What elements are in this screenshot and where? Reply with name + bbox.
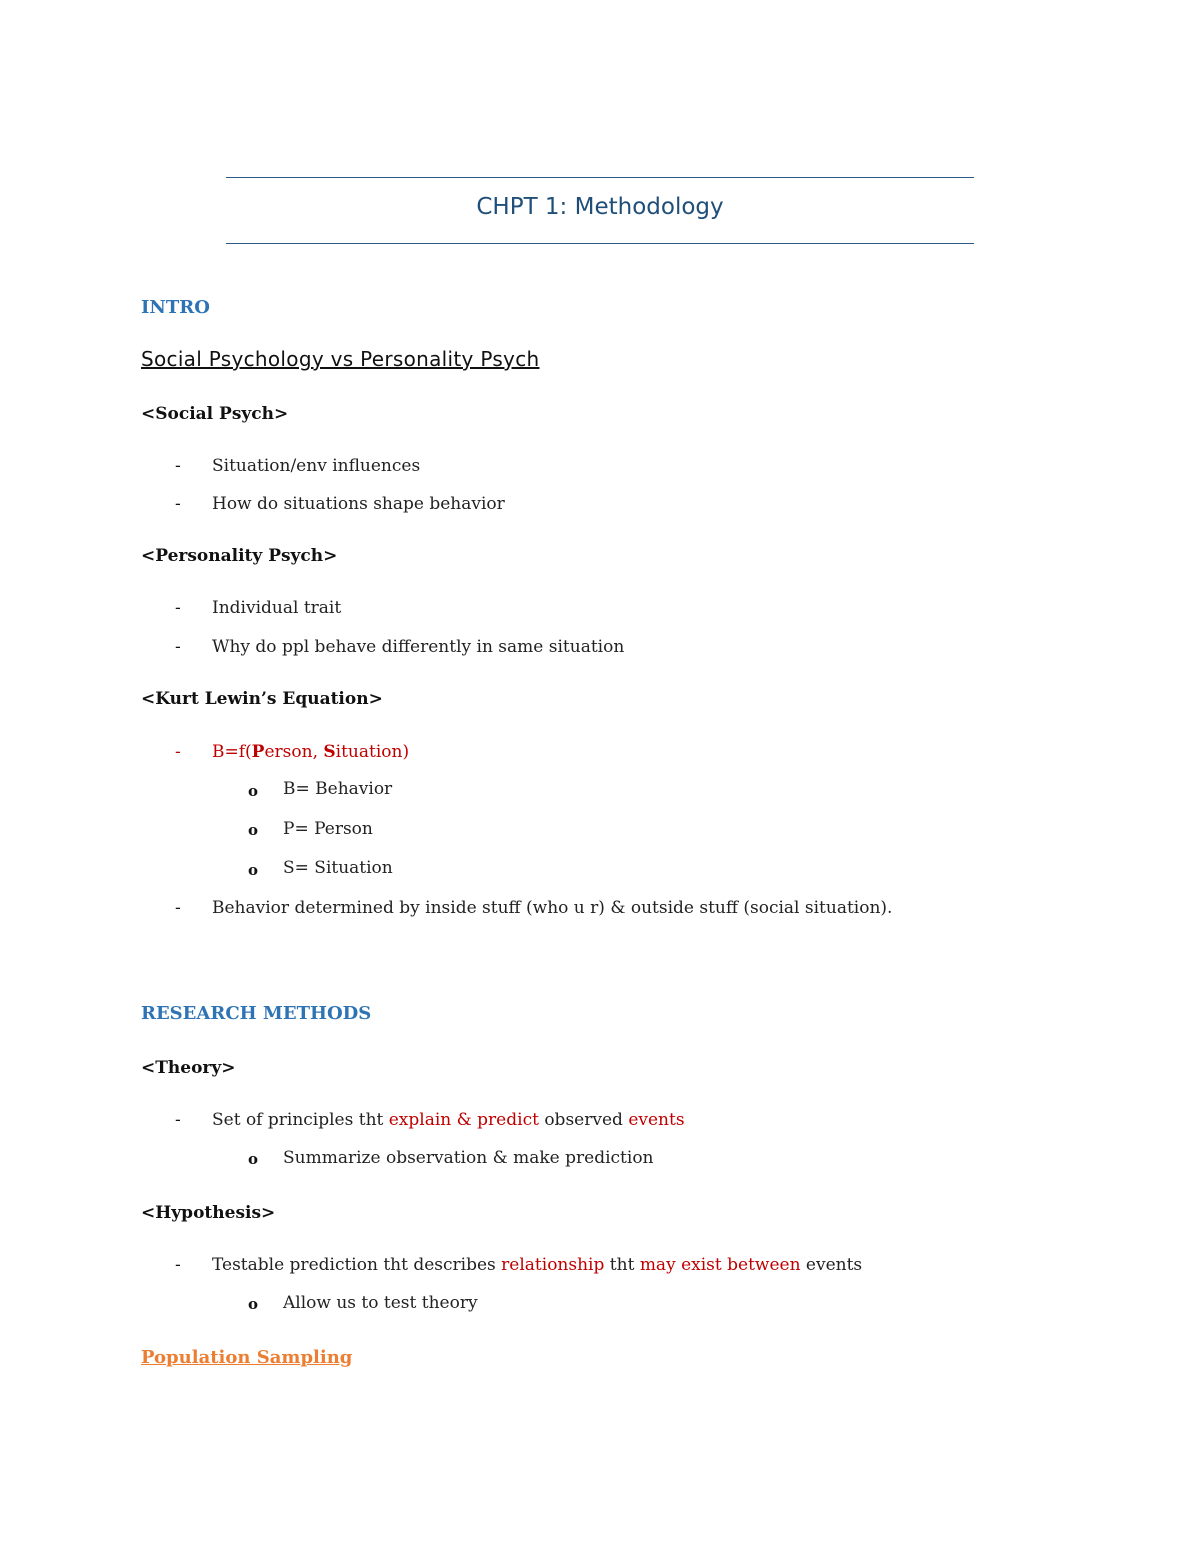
equation-p-initial: P [251, 742, 265, 762]
sub-list-item: Allow us to test theory [283, 1293, 478, 1313]
list-item: Situation/env influences [212, 456, 421, 476]
section-heading-research-methods: RESEARCH METHODS [141, 1003, 372, 1024]
text-run-emphasis: relationship [501, 1255, 605, 1275]
label-hypothesis: <Hypothesis> [141, 1203, 276, 1223]
text-run-emphasis: events [628, 1110, 685, 1130]
hypothesis-definition [212, 1255, 862, 1275]
bullet-dash: - [175, 456, 181, 476]
label-social-psych: <Social Psych> [141, 404, 289, 424]
bullet-dash: - [175, 1110, 181, 1130]
bullet-circle: o [248, 861, 259, 879]
text-run: events [800, 1255, 863, 1275]
bullet-circle: o [248, 1295, 259, 1313]
text-run: Set of principles tht [212, 1110, 389, 1130]
heading-population-sampling: Population Sampling [141, 1347, 353, 1368]
bullet-circle: o [248, 1150, 259, 1168]
lewin-equation [212, 742, 409, 762]
list-item: Individual trait [212, 598, 342, 618]
equation-situation-rest: ituation) [335, 742, 410, 762]
text-run: Testable prediction tht describes [212, 1255, 502, 1275]
section-heading-intro: INTRO [141, 297, 210, 318]
bullet-dash: - [175, 1255, 181, 1275]
label-personality-psych: <Personality Psych> [141, 546, 338, 566]
bullet-circle: o [248, 821, 259, 839]
equation-s-initial: S [323, 742, 336, 762]
label-kurt-lewin-equation: <Kurt Lewin’s Equation> [141, 689, 383, 709]
list-item: Why do ppl behave differently in same situation [212, 637, 625, 657]
sub-list-item: S= Situation [283, 858, 393, 878]
theory-definition [212, 1110, 685, 1130]
bullet-dash: - [175, 637, 181, 657]
label-theory: <Theory> [141, 1058, 236, 1078]
text-run: tht [604, 1255, 640, 1275]
list-item: Behavior determined by inside stuff (who u r) & outside stuff (social situation). [212, 898, 893, 918]
document-title: CHPT 1: Methodology [476, 194, 724, 220]
bullet-dash: - [175, 598, 181, 618]
bullet-dash: - [175, 494, 181, 514]
subheading-social-vs-personality: Social Psychology vs Personality Psych [141, 347, 540, 371]
text-run: observed [538, 1110, 629, 1130]
list-item: How do situations shape behavior [212, 494, 505, 514]
sub-list-item: P= Person [283, 819, 373, 839]
text-run-emphasis: explain & predict [388, 1110, 539, 1130]
bullet-dash: - [175, 898, 181, 918]
title-top-rule [226, 177, 974, 178]
sub-list-item: Summarize observation & make prediction [283, 1148, 654, 1168]
title-bottom-rule [226, 243, 974, 244]
bullet-dash: - [175, 742, 181, 762]
equation-person-rest: erson, [264, 742, 324, 762]
equation-prefix: B=f( [212, 742, 252, 762]
text-run-emphasis: may exist between [639, 1255, 801, 1275]
bullet-circle: o [248, 782, 259, 800]
sub-list-item: B= Behavior [283, 779, 393, 799]
